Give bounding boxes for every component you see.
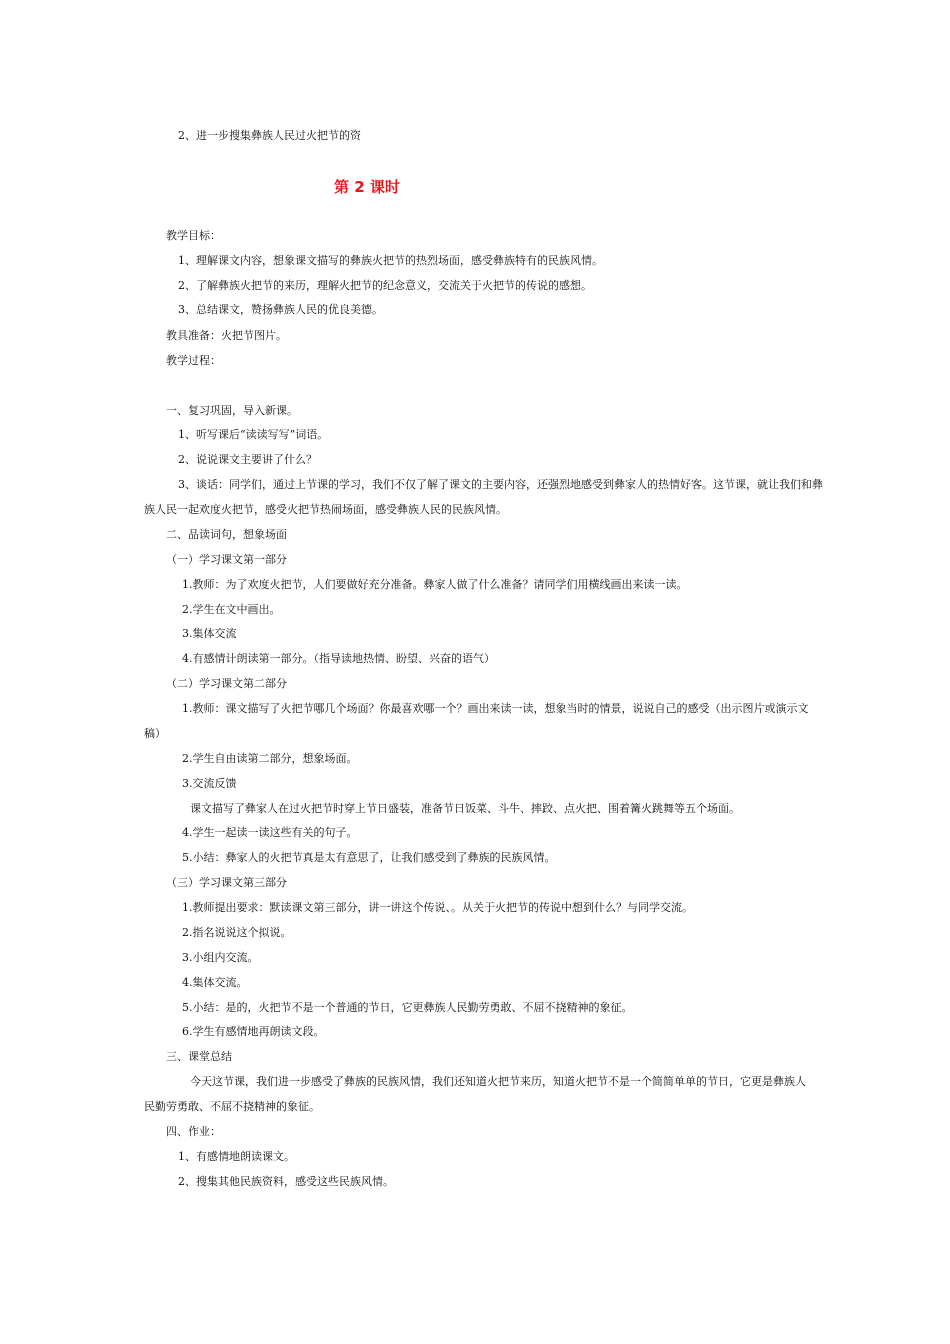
- section-heading: 教学目标：: [166, 229, 221, 242]
- text-line: 1、有感情地朗读课文。: [178, 1150, 295, 1163]
- text-line: 2、进一步搜集彝族人民过火把节的资: [178, 129, 361, 142]
- text-line: 4.学生一起读一读这些有关的句子。: [182, 826, 358, 839]
- section-heading: 一、复习巩固，导入新课。: [166, 404, 298, 417]
- text-line: 1、听写课后“读读写写”词语。: [178, 428, 329, 441]
- text-line: 民勤劳勇敢、不屈不挠精神的象征。: [144, 1100, 320, 1113]
- text-line: 5.小结：是的，火把节不是一个普通的节日，它更彝族人民勤劳勇敢、不屈不挠精神的象征。: [182, 1001, 633, 1014]
- text-line: 2.指名说说这个拟说。: [182, 926, 292, 939]
- text-line: 3.集体交流: [182, 627, 237, 640]
- text-line: 1.教师：为了欢度火把节，人们要做好充分准备。彝家人做了什么准备？请同学们用横线画出来读一读。: [182, 578, 688, 591]
- subsection-heading: （三）学习课文第三部分: [166, 876, 287, 889]
- section-heading: 二、品读词句，想象场面: [166, 528, 287, 541]
- text-line: 3.交流反馈: [182, 777, 237, 790]
- text-line: 4.有感情计朗读第一部分。（指导读地热情、盼望、兴奋的语气）: [182, 652, 495, 665]
- text-line: 2.学生自由读第二部分，想象场面。: [182, 752, 358, 765]
- text-line: 1.教师提出要求：默读课文第三部分，讲一讲这个传说、。从关于火把节的传说中想到什么？与同学交流。: [182, 901, 693, 914]
- text-line: 3、总结课文，赞扬彝族人民的优良美德。: [178, 303, 383, 316]
- text-line: 2、搜集其他民族资料，感受这些民族风情。: [178, 1175, 394, 1188]
- text-line: 4.集体交流。: [182, 976, 248, 989]
- text-line: 1、理解课文内容，想象课文描写的彝族火把节的热烈场面，感受彝族特有的民族风情。: [178, 254, 603, 267]
- lesson-title: [0, 178, 950, 196]
- text-line: 课文描写了彝家人在过火把节时穿上节日盛装，准备节日饭菜、斗牛、摔跤、点火把、围着篝火跳舞等五个场面。: [190, 802, 740, 815]
- text-line: 2、说说课文主要讲了什么？: [178, 453, 317, 466]
- subsection-heading: （一）学习课文第一部分: [166, 553, 287, 566]
- text-line: 6.学生有感情地再朗读文段。: [182, 1025, 325, 1038]
- section-heading: 三、课堂总结: [166, 1050, 232, 1063]
- text-line: 教具准备：火把节图片。: [166, 329, 287, 342]
- subsection-heading: （二）学习课文第二部分: [166, 677, 287, 690]
- text-line: 5.小结：彝家人的火把节真是太有意思了，让我们感受到了彝族的民族风情。: [182, 851, 556, 864]
- text-line: 族人民一起欢度火把节，感受火把节热闹场面，感受彝族人民的民族风情。: [144, 503, 507, 516]
- text-line: 3.小组内交流。: [182, 951, 259, 964]
- text-line: 3、谈话：同学们，通过上节课的学习，我们不仅了解了课文的主要内容，还强烈地感受到彝家人的热情好客。这节课，就让我们和彝: [178, 478, 823, 491]
- lesson-title-text: 第 2 课时: [334, 178, 400, 196]
- section-heading: 四、作业：: [166, 1125, 221, 1138]
- text-line: 稿）: [144, 727, 166, 740]
- text-line: 1.教师：课文描写了火把节哪几个场面？你最喜欢哪一个？画出来读一读，想象当时的情景，说说自己的感受（出示图片或演示文: [182, 702, 809, 715]
- section-heading: 教学过程：: [166, 354, 221, 367]
- text-line: 今天这节课，我们进一步感受了彝族的民族风情，我们还知道火把节来历，知道火把节不是一个简简单单的节日，它更是彝族人: [190, 1075, 806, 1088]
- text-line: 2、了解彝族火把节的来历，理解火把节的纪念意义，交流关于火把节的传说的感想。: [178, 279, 592, 292]
- text-line: 2.学生在文中画出。: [182, 603, 281, 616]
